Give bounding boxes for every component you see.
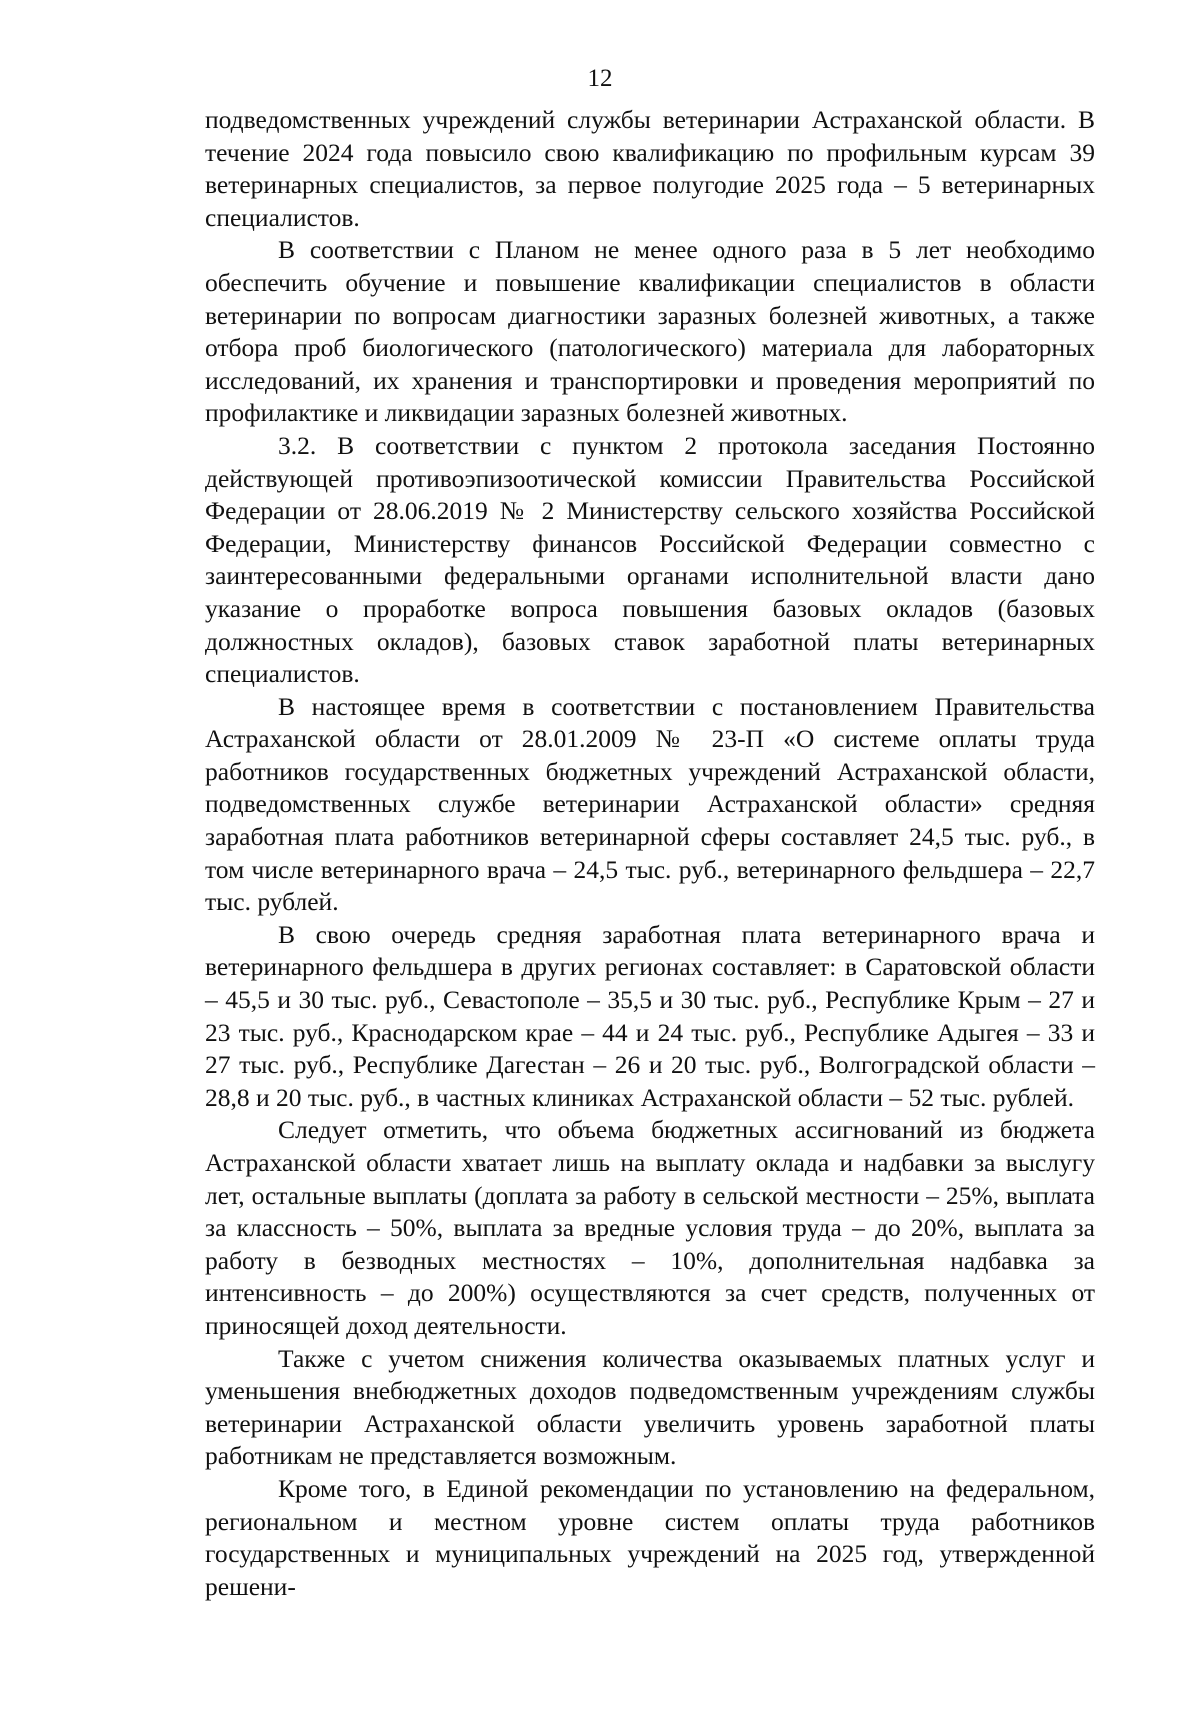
- paragraph-paid-services: Также с учетом снижения количества оказываемых платных услуг и уменьшения внебюджетных доходов подведомственным учреждениям службы ветеринарии Астраханской области увеличить уровень заработной платы работникам не представляется возможным.: [205, 1343, 1095, 1471]
- paragraph-current-salary: В настоящее время в соответствии с постановлением Правительства Астраханской области от 28.01.2009 № 23-П «О системе оплаты труда работников государственных бюджетных учреждений Астраханской области, подведомственных службе ветеринарии Астраханской области» средняя заработная плата работников ветеринарной сферы составляет 24,5 тыс. руб., в том числе ветеринарного врача – 24,5 тыс. руб., ветеринарного фельдшера – 22,7 тыс. рублей.: [205, 691, 1095, 917]
- paragraph-unified-recommendation: Кроме того, в Единой рекомендации по установлению на федеральном, региональном и местном уровне систем оплаты труда работников государственных и муниципальных учреждений на 2025 год, утвержденной решени-: [205, 1473, 1095, 1601]
- page-number: 12: [587, 65, 613, 92]
- paragraph-regional-salaries: В свою очередь средняя заработная плата ветеринарного врача и ветеринарного фельдшера в других регионах составляет: в Саратовской области – 45,5 и 30 тыс. руб., Севастополе – 35,5 и 30 тыс. руб., Республике Крым – 27 и 23 тыс. руб., Краснодарском крае – 44 и 24 тыс. руб., Республике Адыгея – 33 и 27 тыс. руб., Республике Дагестан – 26 и 20 тыс. руб., Волгоградской области – 28,8 и 20 тыс. руб., в частных клиниках Астраханской области – 52 тыс. рублей.: [205, 919, 1095, 1112]
- paragraph-section-3-2: 3.2. В соответствии с пунктом 2 протокола заседания Постоянно действующей противоэпизоотической комиссии Правительства Российской Федерации от 28.06.2019 № 2 Министерству сельского хозяйства Российской Федерации, Министерству финансов Российской Федерации совместно с заинтересованными федеральными органами исполнительной власти дано указание о проработке вопроса повышения базовых окладов (базовых должностных окладов), базовых ставок заработной платы ветеринарных специалистов.: [205, 430, 1095, 689]
- paragraph-plan-training: В соответствии с Планом не менее одного раза в 5 лет необходимо обеспечить обучение и повышение квалификации специалистов в области ветеринарии по вопросам диагностики заразных болезней животных, а также отбора проб биологического (патологического) материала для лабораторных исследований, их хранения и транспортировки и проведения мероприятий по профилактике и ликвидации заразных болезней животных.: [205, 235, 1095, 428]
- document-body: [205, 104, 1095, 1603]
- paragraph-continued: подведомственных учреждений службы ветеринарии Астраханской области. В течение 2024 года повысило свою квалификацию по профильным курсам 39 ветеринарных специалистов, за первое полугодие 2025 года – 5 ветеринарных специалистов.: [205, 105, 1095, 232]
- paragraph-budget-allocations: Следует отметить, что объема бюджетных ассигнований из бюджета Астраханской области хватает лишь на выплату оклада и надбавки за выслугу лет, остальные выплаты (доплата за работу в сельской местности – 25%, выплата за классность – 50%, выплата за вредные условия труда – до 20%, выплата за работу в безводных местностях – 10%, дополнительная надбавка за интенсивность – до 200%) осуществляются за счет средств, полученных от приносящей доход деятельности.: [205, 1115, 1095, 1340]
